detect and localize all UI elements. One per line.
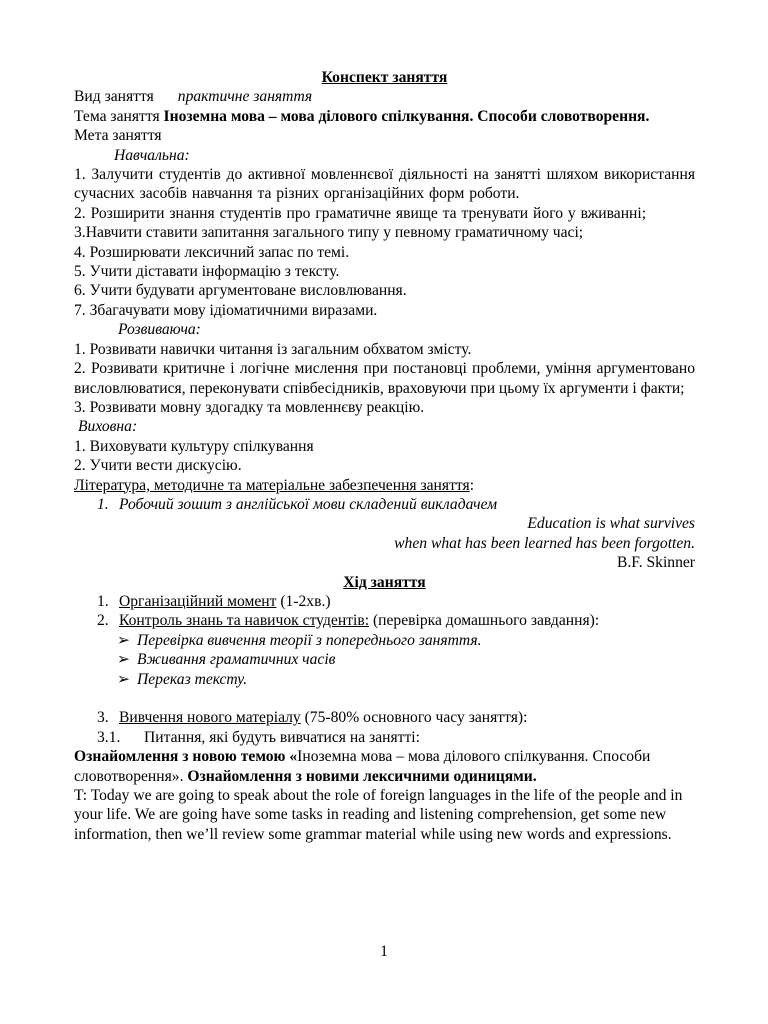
step-detail: (1-2хв.)	[276, 592, 331, 610]
literature-heading-colon: :	[469, 476, 475, 494]
step-3-1	[74, 728, 695, 747]
epigraph-line: when what has been learned has been forgotten.	[394, 534, 695, 552]
lesson-type-value: практичне заняття	[177, 88, 313, 106]
step-detail: Питання, які будуть вивчатися на занятті:	[144, 728, 420, 746]
arrow-bullet-icon: ➢	[117, 631, 131, 649]
educational-item: 4. Розширювати лексичний запас по темі.	[74, 243, 350, 261]
educational-item: 5. Учити діставати інформацію з тексту.	[74, 263, 340, 281]
educational-heading: Навчальна:	[114, 146, 190, 164]
educational-item: 1. Залучити студентів до активної мовленнєвої діяльності на занятті шляхом використання сучасних засобів навчання та різних організаційних форм роботи.	[74, 166, 695, 203]
step-number: 2.	[97, 612, 109, 630]
blank-line	[74, 689, 695, 708]
step-label: Організаційний момент	[119, 592, 277, 610]
bullet-text: Переказ тексту.	[137, 670, 248, 688]
developing-item: 3. Розвивати мовну здогадку та мовленнєву реакцію.	[74, 398, 425, 416]
page-number: 1	[380, 943, 388, 960]
step-label: Вивчення нового матеріалу	[119, 709, 301, 727]
step-3	[74, 708, 695, 727]
lesson-topic	[74, 107, 695, 126]
step-number: 1.	[97, 592, 109, 610]
lesson-goal-label: Мета заняття	[74, 127, 162, 145]
step-2-bullet	[74, 650, 695, 669]
literature-item-number: 1.	[97, 495, 109, 513]
step-1	[74, 592, 695, 611]
lesson-topic-value: Іноземна мова – мова ділового спілкування. Способи словотворення.	[163, 107, 650, 125]
developing-item: 1. Розвивати навички читання із загальним обхватом змісту.	[74, 340, 472, 358]
epigraph-author: B.F. Skinner	[616, 554, 695, 572]
step-detail: (75-80% основного часу заняття):	[300, 709, 528, 727]
lesson-topic-label: Тема заняття	[74, 107, 164, 125]
bullet-text: Перевірка вивчення теорії з попереднього заняття.	[137, 631, 482, 649]
developing-heading: Розвиваюча:	[118, 321, 201, 339]
lesson-type-label: Вид заняття	[74, 88, 154, 106]
course-heading: Хід заняття	[343, 573, 426, 591]
literature-item	[74, 495, 695, 514]
literature-item-text: Робочий зошит з англійської мови складений викладачем	[119, 495, 498, 513]
literature-heading-text: Література, методичне та матеріальне забезпечення заняття	[74, 476, 470, 494]
educational-item: 7. Збагачувати мову ідіоматичними виразами.	[74, 301, 378, 319]
intro-topic: Іноземна мова – мова ділового спілкування. Способи словотворення».	[74, 748, 651, 785]
step-label: Контроль знань та навичок студентів:	[119, 612, 370, 630]
document-page	[74, 68, 695, 844]
lesson-type	[74, 87, 695, 106]
intro-bold: Ознайомлення з новими лексичними одиницями.	[187, 767, 537, 785]
arrow-bullet-icon: ➢	[117, 651, 131, 669]
educational-item: 3.Навчити ставити запитання загального типу у певному граматичному часі;	[74, 224, 584, 242]
step-2-bullet	[74, 631, 695, 650]
step-2	[74, 611, 695, 630]
intro-paragraph	[74, 747, 695, 786]
intro-bold: Ознайомлення з новою темою «	[74, 748, 298, 766]
step-detail: (перевірка домашнього завдання):	[369, 612, 600, 630]
step-number: 3.	[97, 709, 109, 727]
literature-heading	[74, 476, 695, 495]
upbringing-item: 2. Учити вести дискусію.	[74, 457, 242, 475]
upbringing-item: 1. Виховувати культуру спілкування	[74, 437, 314, 455]
upbringing-heading: Виховна:	[78, 418, 138, 436]
arrow-bullet-icon: ➢	[117, 670, 131, 688]
document-title: Конспект заняття	[321, 69, 448, 86]
step-number: 3.1.	[97, 728, 121, 746]
step-2-bullet	[74, 670, 695, 689]
educational-item: 2. Розширити знання студентів про граматичне явище та тренувати його у вживанні;	[74, 204, 647, 222]
teacher-paragraph: T: Today we are going to speak about the role of foreign languages in the life of the people and in your life. We are going have some tasks in reading and listening comprehension, get some new information, then we’ll review some grammar material while using new words and expressions.	[74, 787, 683, 843]
bullet-text: Вживання граматичних часів	[137, 651, 336, 669]
developing-item: 2. Розвивати критичне і логічне мислення при постановці проблеми, уміння аргументовано висловлюватися, переконувати співбесідників, враховуючи при цьому їх аргументи і факти;	[74, 360, 695, 397]
educational-item: 6. Учити будувати аргументоване висловлювання.	[74, 282, 407, 300]
epigraph-line: Education is what survives	[527, 515, 695, 533]
